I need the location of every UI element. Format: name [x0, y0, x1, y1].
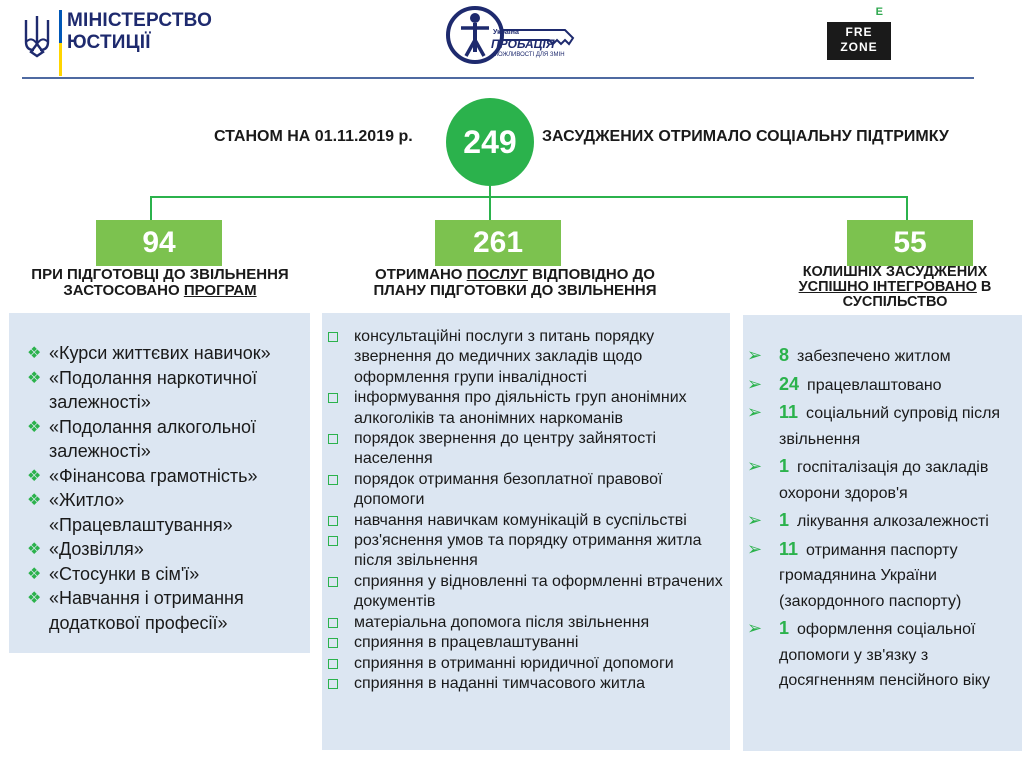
connector-horizontal: [150, 196, 908, 198]
checkbox-bullet-icon: [328, 393, 338, 403]
trident-icon: [22, 14, 52, 58]
diamond-bullet-icon: ❖: [27, 492, 42, 509]
services-title-part1: ОТРИМАНО: [375, 266, 467, 283]
freezone-e: E: [875, 6, 883, 18]
ministry-line1: МІНІСТЕРСТВО: [67, 10, 213, 31]
services-title-line2: ПЛАНУ ПІДГОТОВКИ ДО ЗВІЛЬНЕННЯ: [373, 282, 657, 299]
integrated-title-part2: В: [976, 279, 992, 295]
diamond-bullet-icon: ❖: [27, 369, 42, 387]
checkbox-bullet-icon: [328, 577, 338, 587]
diamond-bullet-icon: ❖: [27, 590, 42, 607]
freezone-line1: FRE: [845, 25, 873, 39]
programs-count: [96, 220, 222, 266]
services-list: [322, 313, 730, 694]
item-text: працевлаштовано: [807, 376, 942, 394]
diamond-bullet-icon: ❖: [27, 565, 42, 583]
checkbox-bullet-icon: [328, 434, 338, 444]
list-item: роз'яснення умов та порядку отримання житла після звільнення: [324, 531, 726, 572]
integrated-list: [743, 315, 1022, 694]
list-item: ❖ «Дозвілля»: [21, 537, 304, 562]
integrated-title-line3: СУСПІЛЬСТВО: [842, 294, 948, 310]
list-item: інформування про діяльність груп анонімних алкоголіків та анонімних наркоманів: [324, 388, 726, 429]
probation-logo: [445, 4, 581, 68]
list-item: сприяння у відновленні та оформленні втрачених документів: [324, 572, 726, 613]
item-count: 11: [779, 538, 799, 559]
item-text: отримання паспорту громадянина України (закордонного паспорту): [779, 541, 962, 610]
list-item: сприяння в працевлаштуванні: [324, 633, 726, 653]
total-count: 249: [463, 124, 517, 160]
item-text: лікування алкозалежності: [797, 513, 989, 530]
connector-right: [906, 196, 908, 220]
list-item: порядок звернення до центру зайнятості населення: [324, 429, 726, 470]
checkbox-bullet-icon: [328, 679, 338, 689]
services-title: [330, 267, 700, 299]
diamond-bullet-icon: ❖: [27, 345, 42, 362]
arrow-bullet-icon: ➢: [747, 402, 763, 422]
list-item: порядок отримання безоплатної правової допомоги: [324, 470, 726, 511]
checkbox-bullet-icon: [328, 475, 338, 485]
services-count-value: 261: [472, 226, 524, 259]
integrated-count-value: 55: [893, 226, 927, 259]
list-item: ❖ «Навчання і отримання додаткової професії»: [27, 588, 244, 633]
arrow-bullet-icon: ➢: [747, 618, 763, 638]
item-count: 1: [779, 618, 790, 638]
list-item: сприяння в отриманні юридичної допомоги: [324, 654, 726, 674]
arrow-bullet-icon: ➢: [747, 456, 763, 476]
header-divider: [22, 77, 974, 79]
flag-bar: [59, 10, 62, 76]
list-item: навчання навичкам комунікацій в суспільстві: [324, 511, 726, 531]
list-item: [745, 400, 1014, 452]
checkbox-bullet-icon: [328, 638, 338, 648]
arrow-bullet-icon: ➢: [747, 345, 763, 365]
integrated-panel: [743, 315, 1022, 751]
list-item: [745, 343, 1014, 370]
item-count: 8: [779, 345, 790, 365]
list-item: ❖ «Курси життєвих навичок»: [21, 341, 304, 366]
integrated-title-underlined: УСПІШНО ІНТЕГРОВАНО: [798, 279, 977, 295]
freezone-logo: [827, 8, 891, 60]
list-item: [745, 454, 1014, 506]
services-title-underlined: ПОСЛУГ: [466, 266, 528, 283]
arrow-bullet-icon: ➢: [747, 373, 763, 394]
integrated-title: [770, 265, 1020, 310]
checkbox-bullet-icon: [328, 618, 338, 628]
integrated-count: [847, 220, 973, 266]
programs-title-line2: ЗАСТОСОВАНО: [63, 282, 184, 299]
connector-middle: [489, 196, 491, 220]
freezone-line2: ZONE: [840, 40, 878, 54]
programs-title: [4, 267, 316, 299]
date-label: СТАНОМ НА 01.11.2019 р.: [214, 128, 413, 145]
programs-count-value: 94: [142, 226, 176, 259]
list-item: [745, 537, 1014, 615]
connector-left: [150, 196, 152, 220]
item-count: 1: [779, 456, 790, 476]
list-item: консультаційні послуги з питань порядку звернення до медичних закладів щодо оформлення групи інвалідності: [324, 327, 726, 388]
checkbox-bullet-icon: [328, 516, 338, 526]
services-panel: [322, 313, 730, 750]
programs-panel: [9, 313, 310, 653]
programs-list: [9, 313, 310, 635]
item-count: 1: [779, 510, 790, 530]
list-item: ❖ «Житло» «Працевлаштування»: [27, 490, 233, 535]
item-count: 24: [779, 373, 800, 394]
ministry-name: [67, 10, 212, 54]
item-text: оформлення соціальної допомоги у зв'язку з досягненням пенсійного віку: [779, 621, 990, 689]
item-count: 11: [779, 402, 799, 422]
total-label: ЗАСУДЖЕНИХ ОТРИМАЛО СОЦІАЛЬНУ ПІДТРИМКУ: [542, 128, 949, 145]
list-item: сприяння в наданні тимчасового житла: [324, 674, 726, 694]
ministry-line2: ЮСТИЦІЇ: [67, 32, 151, 53]
programs-title-underlined: ПРОГРАМ: [183, 282, 257, 299]
list-item: ❖ «Фінансова грамотність»: [21, 464, 304, 489]
diamond-bullet-icon: ❖: [27, 418, 42, 436]
probation-name: ПРОБАЦІЯ: [491, 37, 555, 51]
item-text: соціальний супровід після звільнення: [779, 405, 1001, 448]
list-item: матеріальна допомога після звільнення: [324, 613, 726, 633]
total-circle: [446, 98, 534, 186]
list-item: ❖ «Подолання наркотичної залежності»: [27, 367, 258, 412]
services-count: [435, 220, 561, 266]
diamond-bullet-icon: ❖: [27, 467, 42, 485]
list-item: [745, 508, 1014, 535]
item-text: госпіталізація до закладів охорони здоров'я: [779, 459, 989, 502]
checkbox-bullet-icon: [328, 332, 338, 342]
item-text: забезпечено житлом: [797, 348, 951, 365]
integrated-title-line1: КОЛИШНІХ ЗАСУДЖЕНИХ: [802, 264, 988, 280]
services-title-part2: ВІДПОВІДНО ДО: [527, 266, 655, 283]
probation-tagline: МОЖЛИВОСТІ ДЛЯ ЗМІН: [493, 52, 565, 58]
checkbox-bullet-icon: [328, 536, 338, 546]
probation-country: Україна: [493, 29, 519, 36]
arrow-bullet-icon: ➢: [747, 510, 763, 530]
arrow-bullet-icon: ➢: [747, 538, 763, 559]
list-item: [745, 616, 1014, 694]
diamond-bullet-icon: ❖: [27, 541, 42, 558]
list-item: ❖ «Подолання алкогольної залежності»: [27, 416, 257, 461]
list-item: [745, 372, 1014, 399]
programs-title-line1: ПРИ ПІДГОТОВЦІ ДО ЗВІЛЬНЕННЯ: [31, 266, 289, 283]
checkbox-bullet-icon: [328, 659, 338, 669]
list-item: ❖ «Стосунки в сім'ї»: [21, 562, 304, 587]
